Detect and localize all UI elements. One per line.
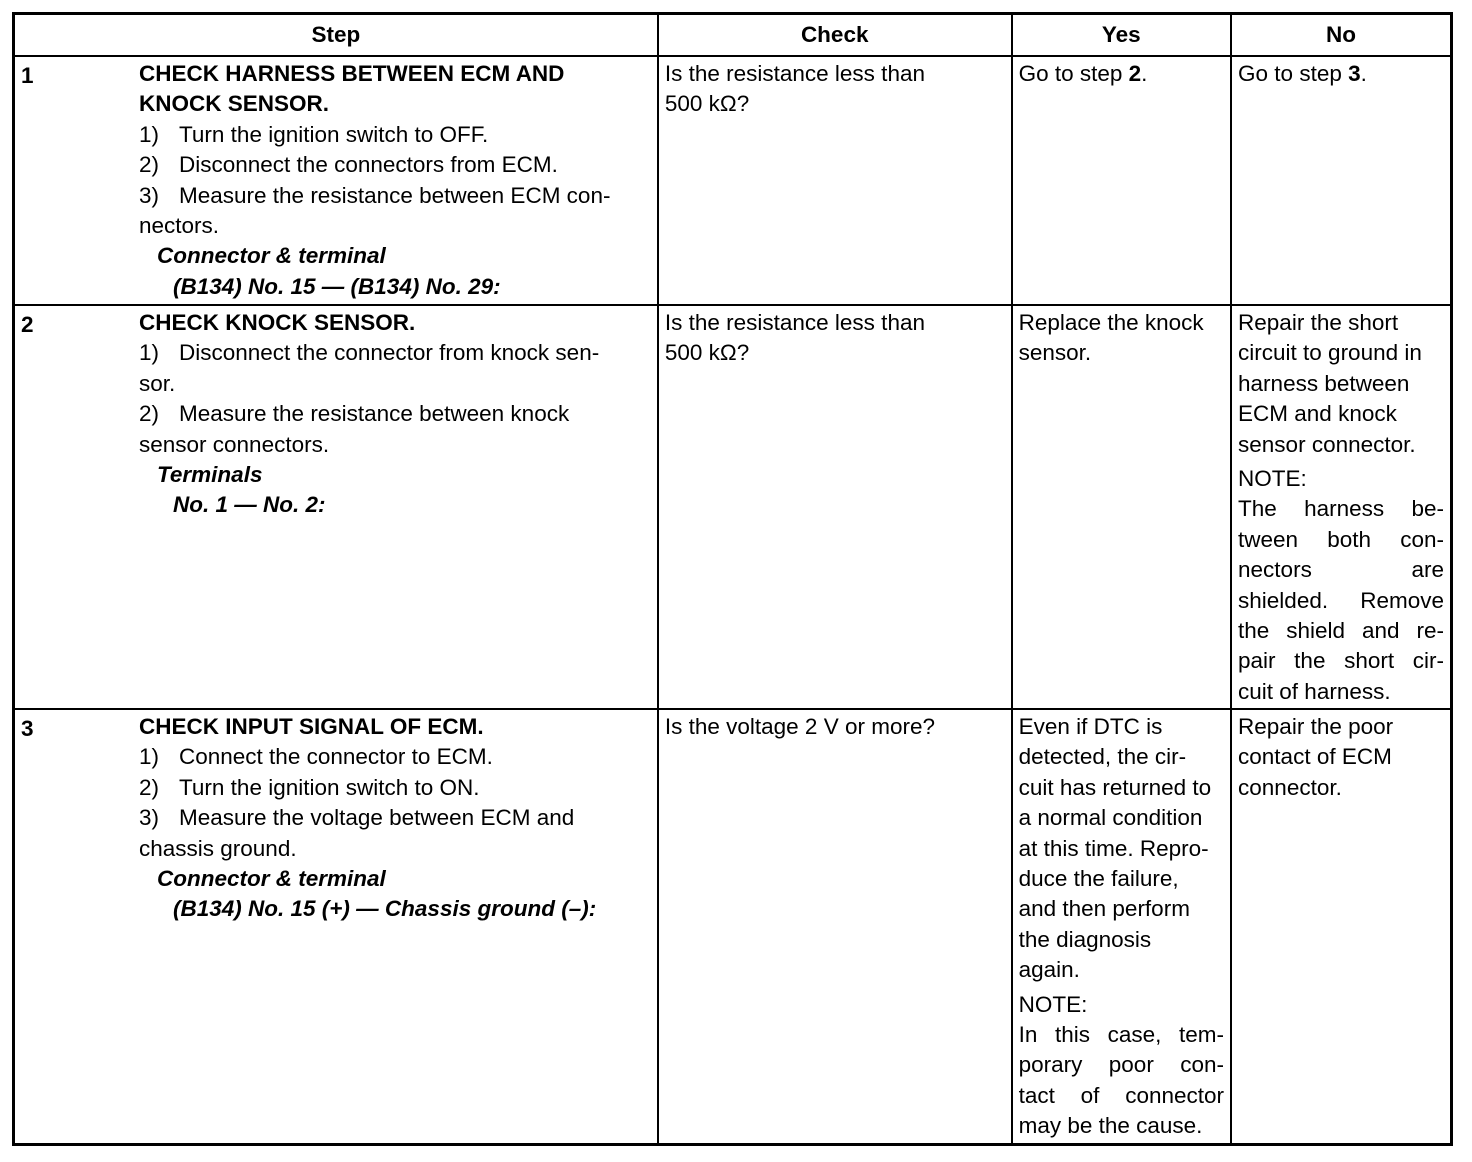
step-title-line: CHECK HARNESS BETWEEN ECM AND xyxy=(139,61,565,86)
note-label: NOTE: xyxy=(1018,991,1088,1017)
note-line: The harness be- xyxy=(1238,496,1444,522)
no-line: ECM and knock xyxy=(1238,401,1397,427)
procedure-line: 1) Turn the ignition switch to OFF. xyxy=(139,121,489,147)
step-number: 1 xyxy=(21,63,34,88)
no-line: sensor connector. xyxy=(1238,431,1416,457)
procedure-line: 2) Measure the resistance between knock xyxy=(139,401,570,427)
no-line: connector. xyxy=(1238,774,1342,800)
yes-line: a normal condition xyxy=(1018,805,1203,831)
step-title-line: KNOCK SENSOR. xyxy=(139,91,330,117)
spec-value: (B134) No. 15 — (B134) No. 29: xyxy=(173,273,501,299)
note-line: tween both con- xyxy=(1238,526,1444,552)
yes-line: detected, the cir- xyxy=(1018,744,1187,770)
header-no: No xyxy=(1231,14,1451,57)
no-line: Repair the short xyxy=(1238,310,1399,335)
check-line: Is the resistance less than xyxy=(664,61,925,86)
check-line: 500 kΩ? xyxy=(664,91,750,117)
table-row xyxy=(14,56,1452,305)
yes-line: cuit has returned to xyxy=(1018,774,1212,800)
note-line: tact of connector xyxy=(1018,1082,1225,1108)
procedure-line: 1) Disconnect the connector from knock sen- xyxy=(139,340,600,366)
step-title xyxy=(139,59,651,120)
spec-value: (B134) No. 15 (+) — Chassis ground (–): xyxy=(173,896,597,922)
header-row xyxy=(14,14,1452,57)
no-line: harness between xyxy=(1238,370,1410,396)
procedure-line: chassis ground. xyxy=(139,835,297,861)
procedure-line: sensor connectors. xyxy=(139,431,330,457)
procedure-line: 2) Disconnect the connectors from ECM. xyxy=(139,152,558,178)
procedure-line: 3) Measure the resistance between ECM con- xyxy=(139,182,611,208)
spec-label: Connector & terminal xyxy=(157,866,386,892)
yes-text: Go to step 2. xyxy=(1018,61,1148,86)
note-line: In this case, tem- xyxy=(1018,1022,1225,1048)
step-title xyxy=(139,308,651,338)
yes-line: at this time. Repro- xyxy=(1018,835,1209,861)
note-line: the shield and re- xyxy=(1238,618,1444,644)
yes-line: duce the failure, xyxy=(1018,866,1179,892)
yes-line: and then perform xyxy=(1018,896,1190,922)
note-line: pair the short cir- xyxy=(1238,648,1444,674)
no-text: Go to step 3. xyxy=(1238,61,1367,86)
yes-line: sensor. xyxy=(1018,340,1092,366)
yes-line: Even if DTC is xyxy=(1018,714,1163,739)
note-line: cuit of harness. xyxy=(1238,678,1391,704)
check-cell xyxy=(658,709,1012,1145)
step-cell xyxy=(14,56,658,305)
header-check: Check xyxy=(658,14,1012,57)
procedure-line: nectors. xyxy=(139,213,220,239)
spec-value: No. 1 — No. 2: xyxy=(173,492,326,518)
note-line: shielded. Remove xyxy=(1238,587,1444,613)
step-title-line: CHECK KNOCK SENSOR. xyxy=(139,310,416,335)
spec-label: Terminals xyxy=(157,462,263,488)
no-line: contact of ECM xyxy=(1238,744,1392,770)
note-line: may be the cause. xyxy=(1018,1113,1203,1139)
note-label: NOTE: xyxy=(1238,466,1307,492)
procedure-line: 2) Turn the ignition switch to ON. xyxy=(139,774,480,800)
step-number: 2 xyxy=(21,312,34,337)
check-line: 500 kΩ? xyxy=(664,340,750,366)
table-row xyxy=(14,709,1452,1145)
step-title-line: CHECK INPUT SIGNAL OF ECM. xyxy=(139,714,484,739)
note-line: nectors are xyxy=(1238,557,1444,583)
yes-cell xyxy=(1012,305,1231,709)
step-cell xyxy=(14,709,658,1145)
header-step: Step xyxy=(14,14,658,57)
yes-cell xyxy=(1012,56,1231,305)
note-line: porary poor con- xyxy=(1018,1052,1225,1078)
spec-label: Connector & terminal xyxy=(157,243,386,269)
procedure-line: 1) Connect the connector to ECM. xyxy=(139,744,493,770)
table-row xyxy=(14,305,1452,709)
step-cell xyxy=(14,305,658,709)
header-yes: Yes xyxy=(1012,14,1231,57)
no-line: circuit to ground in xyxy=(1238,340,1422,366)
check-line: Is the voltage 2 V or more? xyxy=(664,714,935,739)
no-cell xyxy=(1231,56,1451,305)
yes-line: Replace the knock xyxy=(1018,310,1204,335)
no-cell xyxy=(1231,709,1451,1145)
procedure-line: sor. xyxy=(139,370,176,396)
yes-line: the diagnosis xyxy=(1018,926,1152,952)
step-number: 3 xyxy=(21,716,34,741)
check-cell xyxy=(658,56,1012,305)
check-cell xyxy=(658,305,1012,709)
procedure-line: 3) Measure the voltage between ECM and xyxy=(139,805,575,831)
diagnostic-table xyxy=(12,12,1453,1146)
yes-cell xyxy=(1012,709,1231,1145)
check-line: Is the resistance less than xyxy=(664,310,925,335)
no-line: Repair the poor xyxy=(1238,714,1394,739)
no-cell xyxy=(1231,305,1451,709)
step-title xyxy=(139,712,651,742)
yes-line: again. xyxy=(1018,957,1080,983)
